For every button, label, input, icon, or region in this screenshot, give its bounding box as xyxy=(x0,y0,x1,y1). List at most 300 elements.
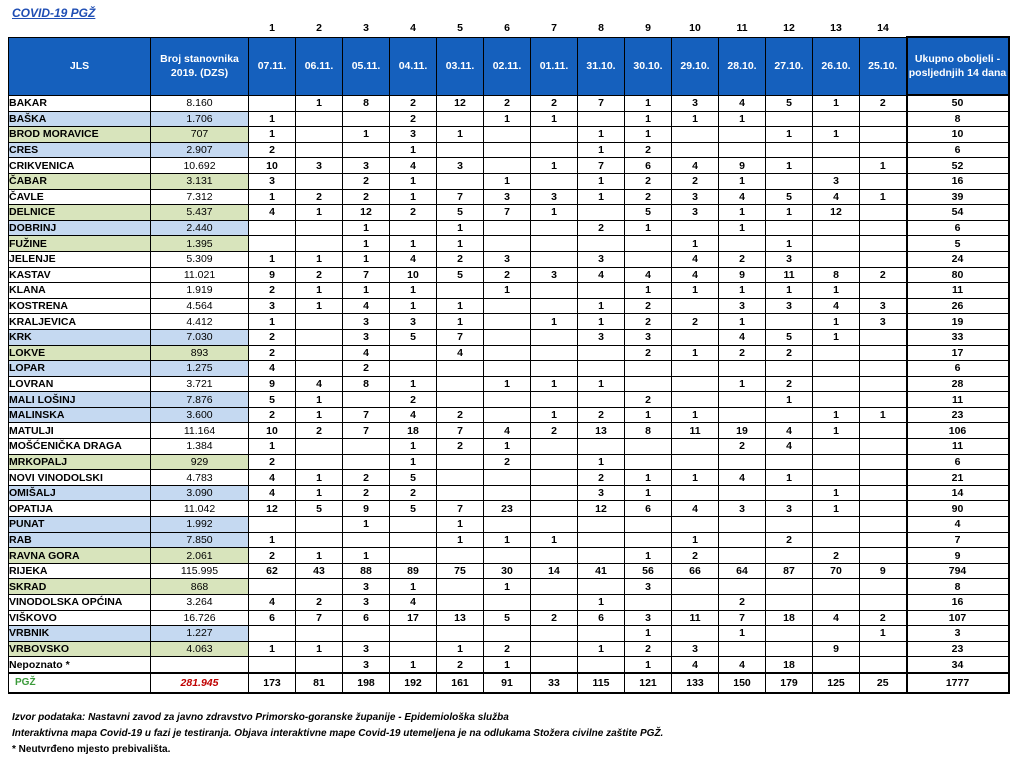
case-count-cell xyxy=(860,111,907,127)
case-count-cell xyxy=(296,173,343,189)
population-cell: 707 xyxy=(151,127,249,143)
case-count-cell xyxy=(484,470,531,486)
case-count-cell xyxy=(484,329,531,345)
case-count-cell: 3 xyxy=(343,595,390,611)
table-row xyxy=(9,626,1009,642)
case-count-cell xyxy=(531,361,578,377)
case-count-cell: 4 xyxy=(390,251,437,267)
case-count-cell: 4 xyxy=(249,361,296,377)
case-count-cell xyxy=(719,454,766,470)
case-count-cell: 3 xyxy=(531,267,578,283)
case-count-cell: 4 xyxy=(719,470,766,486)
municipality-name: MALI LOŠINJ xyxy=(9,392,151,408)
case-count-cell xyxy=(625,517,672,533)
case-count-cell xyxy=(531,579,578,595)
case-count-cell: 7 xyxy=(484,205,531,221)
case-count-cell: 7 xyxy=(343,267,390,283)
case-count-cell: 4 xyxy=(484,423,531,439)
case-count-cell: 1 xyxy=(296,205,343,221)
case-count-cell xyxy=(672,517,719,533)
municipality-name: Nepoznato * xyxy=(9,657,151,673)
case-count-cell: 2 xyxy=(484,267,531,283)
case-count-cell: 1 xyxy=(766,392,813,408)
case-count-cell: 3 xyxy=(343,579,390,595)
case-count-cell xyxy=(860,657,907,673)
case-count-cell xyxy=(437,626,484,642)
case-count-cell xyxy=(437,485,484,501)
case-count-cell: 5 xyxy=(296,501,343,517)
case-count-cell: 7 xyxy=(437,329,484,345)
table-row xyxy=(9,657,1009,673)
case-count-cell: 2 xyxy=(437,439,484,455)
case-count-cell: 11 xyxy=(672,423,719,439)
case-count-cell: 1 xyxy=(625,485,672,501)
table-row xyxy=(9,298,1009,314)
case-count-cell: 1 xyxy=(578,173,625,189)
case-count-cell: 1 xyxy=(296,95,343,111)
case-count-cell: 2 xyxy=(343,485,390,501)
case-count-cell: 1 xyxy=(578,641,625,657)
population-cell: 4.412 xyxy=(151,314,249,330)
case-count-cell xyxy=(531,283,578,299)
case-count-cell: 4 xyxy=(719,189,766,205)
population-cell: 4.063 xyxy=(151,641,249,657)
case-count-cell: 18 xyxy=(390,423,437,439)
case-count-cell: 2 xyxy=(296,189,343,205)
case-count-cell: 5 xyxy=(249,392,296,408)
municipality-name: KLANA xyxy=(9,283,151,299)
day-number: 12 xyxy=(783,22,795,35)
municipality-name: SKRAD xyxy=(9,579,151,595)
case-count-cell: 7 xyxy=(437,423,484,439)
table-row xyxy=(9,610,1009,626)
case-count-cell: 4 xyxy=(672,158,719,174)
case-count-cell xyxy=(860,173,907,189)
total-cell: 6 xyxy=(907,361,1009,377)
case-count-cell xyxy=(860,423,907,439)
case-count-cell xyxy=(719,361,766,377)
case-count-cell: 3 xyxy=(249,173,296,189)
population-cell: 10.692 xyxy=(151,158,249,174)
case-count-cell: 1 xyxy=(437,298,484,314)
daily-total-cell: 179 xyxy=(766,673,813,693)
case-count-cell: 1 xyxy=(766,470,813,486)
case-count-cell xyxy=(672,376,719,392)
case-count-cell: 18 xyxy=(766,610,813,626)
case-count-cell: 3 xyxy=(390,127,437,143)
case-count-cell: 5 xyxy=(390,329,437,345)
case-count-cell xyxy=(437,548,484,564)
total-cell: 11 xyxy=(907,283,1009,299)
case-count-cell xyxy=(860,470,907,486)
case-count-cell xyxy=(578,205,625,221)
case-count-cell: 2 xyxy=(766,376,813,392)
population-cell xyxy=(151,657,249,673)
header-date: 03.11. xyxy=(437,37,484,95)
case-count-cell: 4 xyxy=(390,407,437,423)
case-count-cell xyxy=(672,220,719,236)
population-total: 281.945 xyxy=(151,673,249,693)
case-count-cell xyxy=(766,548,813,564)
case-count-cell xyxy=(390,626,437,642)
municipality-name: MATULJI xyxy=(9,423,151,439)
total-cell: 8 xyxy=(907,579,1009,595)
case-count-cell xyxy=(813,392,860,408)
header-jls: JLS xyxy=(9,37,151,95)
case-count-cell: 1 xyxy=(672,236,719,252)
case-count-cell: 3 xyxy=(343,657,390,673)
population-cell: 1.275 xyxy=(151,361,249,377)
case-count-cell: 1 xyxy=(390,142,437,158)
population-cell: 3.264 xyxy=(151,595,249,611)
case-count-cell xyxy=(484,298,531,314)
case-count-cell xyxy=(813,532,860,548)
day-number-row xyxy=(9,20,1009,37)
case-count-cell: 4 xyxy=(672,501,719,517)
case-count-cell: 12 xyxy=(437,95,484,111)
header-date: 31.10. xyxy=(578,37,625,95)
case-count-cell: 3 xyxy=(625,610,672,626)
case-count-cell xyxy=(296,345,343,361)
case-count-cell: 4 xyxy=(249,485,296,501)
case-count-cell: 3 xyxy=(249,298,296,314)
case-count-cell xyxy=(296,236,343,252)
case-count-cell: 2 xyxy=(578,407,625,423)
case-count-cell: 2 xyxy=(249,345,296,361)
case-count-cell xyxy=(719,485,766,501)
total-cell: 33 xyxy=(907,329,1009,345)
case-count-cell: 2 xyxy=(390,205,437,221)
day-number: 11 xyxy=(736,22,748,35)
case-count-cell: 1 xyxy=(390,454,437,470)
case-count-cell xyxy=(672,626,719,642)
case-count-cell xyxy=(766,485,813,501)
case-count-cell xyxy=(531,345,578,361)
case-count-cell xyxy=(390,517,437,533)
case-count-cell xyxy=(531,236,578,252)
covid-table xyxy=(8,20,1010,694)
total-cell: 52 xyxy=(907,158,1009,174)
total-cell: 10 xyxy=(907,127,1009,143)
table-row xyxy=(9,283,1009,299)
case-count-cell: 11 xyxy=(766,267,813,283)
case-count-cell xyxy=(719,142,766,158)
table-row xyxy=(9,142,1009,158)
case-count-cell xyxy=(578,548,625,564)
case-count-cell: 3 xyxy=(484,189,531,205)
case-count-cell: 6 xyxy=(625,501,672,517)
case-count-cell: 2 xyxy=(625,345,672,361)
case-count-cell xyxy=(390,641,437,657)
case-count-cell: 2 xyxy=(390,392,437,408)
population-cell: 7.876 xyxy=(151,392,249,408)
case-count-cell xyxy=(343,626,390,642)
day-number: 14 xyxy=(877,22,889,35)
table-row xyxy=(9,95,1009,111)
page-title[interactable]: COVID-19 PGŽ xyxy=(12,6,96,20)
total-cell: 26 xyxy=(907,298,1009,314)
population-cell: 5.437 xyxy=(151,205,249,221)
daily-total-cell: 161 xyxy=(437,673,484,693)
case-count-cell: 1 xyxy=(578,127,625,143)
case-count-cell: 64 xyxy=(719,563,766,579)
day-number: 5 xyxy=(457,22,463,35)
case-count-cell: 7 xyxy=(437,189,484,205)
case-count-cell: 9 xyxy=(249,376,296,392)
municipality-name: VRBNIK xyxy=(9,626,151,642)
case-count-cell xyxy=(437,173,484,189)
case-count-cell: 4 xyxy=(390,158,437,174)
table-row xyxy=(9,485,1009,501)
daily-total-cell: 192 xyxy=(390,673,437,693)
case-count-cell: 4 xyxy=(249,470,296,486)
municipality-name: MRKOPALJ xyxy=(9,454,151,470)
table-row xyxy=(9,127,1009,143)
case-count-cell: 2 xyxy=(437,657,484,673)
case-count-cell: 8 xyxy=(343,95,390,111)
case-count-cell xyxy=(578,439,625,455)
case-count-cell: 89 xyxy=(390,563,437,579)
case-count-cell xyxy=(813,595,860,611)
case-count-cell: 1 xyxy=(625,127,672,143)
municipality-name: OMIŠALJ xyxy=(9,485,151,501)
daily-total-cell: 133 xyxy=(672,673,719,693)
case-count-cell: 2 xyxy=(249,329,296,345)
case-count-cell xyxy=(766,626,813,642)
case-count-cell: 7 xyxy=(578,158,625,174)
case-count-cell xyxy=(296,142,343,158)
case-count-cell: 1 xyxy=(296,392,343,408)
table-row xyxy=(9,220,1009,236)
case-count-cell xyxy=(813,439,860,455)
case-count-cell xyxy=(578,111,625,127)
case-count-cell: 1 xyxy=(484,579,531,595)
case-count-cell: 3 xyxy=(343,158,390,174)
case-count-cell: 1 xyxy=(672,283,719,299)
case-count-cell xyxy=(531,392,578,408)
case-count-cell: 6 xyxy=(578,610,625,626)
population-cell: 16.726 xyxy=(151,610,249,626)
case-count-cell: 1 xyxy=(813,485,860,501)
case-count-cell xyxy=(766,407,813,423)
header-date: 29.10. xyxy=(672,37,719,95)
header-date: 27.10. xyxy=(766,37,813,95)
case-count-cell: 1 xyxy=(766,283,813,299)
case-count-cell xyxy=(813,376,860,392)
case-count-cell: 1 xyxy=(625,220,672,236)
daily-total-cell: 173 xyxy=(249,673,296,693)
case-count-cell: 1 xyxy=(766,127,813,143)
case-count-cell: 3 xyxy=(672,205,719,221)
case-count-cell xyxy=(719,517,766,533)
case-count-cell: 1 xyxy=(296,485,343,501)
total-cell: 17 xyxy=(907,345,1009,361)
case-count-cell: 2 xyxy=(719,595,766,611)
case-count-cell: 1 xyxy=(531,532,578,548)
case-count-cell: 2 xyxy=(296,595,343,611)
table-row xyxy=(9,579,1009,595)
case-count-cell: 1 xyxy=(343,517,390,533)
case-count-cell: 2 xyxy=(672,314,719,330)
case-count-cell xyxy=(625,532,672,548)
case-count-cell: 4 xyxy=(719,657,766,673)
case-count-cell: 4 xyxy=(813,298,860,314)
municipality-name: KRK xyxy=(9,329,151,345)
case-count-cell: 30 xyxy=(484,563,531,579)
case-count-cell: 1 xyxy=(672,111,719,127)
case-count-cell xyxy=(813,236,860,252)
case-count-cell: 1 xyxy=(484,657,531,673)
case-count-cell: 12 xyxy=(249,501,296,517)
case-count-cell xyxy=(672,298,719,314)
case-count-cell xyxy=(860,501,907,517)
municipality-name: BROD MORAVICE xyxy=(9,127,151,143)
case-count-cell: 4 xyxy=(437,345,484,361)
case-count-cell xyxy=(484,548,531,564)
case-count-cell: 1 xyxy=(719,283,766,299)
municipality-name: ČABAR xyxy=(9,173,151,189)
case-count-cell xyxy=(672,361,719,377)
total-cell: 50 xyxy=(907,95,1009,111)
case-count-cell: 2 xyxy=(343,173,390,189)
case-count-cell: 4 xyxy=(813,189,860,205)
case-count-cell: 1 xyxy=(249,439,296,455)
case-count-cell xyxy=(249,95,296,111)
case-count-cell: 1 xyxy=(296,298,343,314)
case-count-cell: 3 xyxy=(343,329,390,345)
total-cell: 80 xyxy=(907,267,1009,283)
case-count-cell xyxy=(531,173,578,189)
case-count-cell: 13 xyxy=(578,423,625,439)
population-cell: 3.131 xyxy=(151,173,249,189)
case-count-cell: 87 xyxy=(766,563,813,579)
population-cell: 4.783 xyxy=(151,470,249,486)
case-count-cell: 2 xyxy=(296,423,343,439)
municipality-name: MALINSKA xyxy=(9,407,151,423)
case-count-cell xyxy=(484,361,531,377)
case-count-cell xyxy=(484,314,531,330)
case-count-cell xyxy=(578,361,625,377)
case-count-cell: 2 xyxy=(437,407,484,423)
header-date: 04.11. xyxy=(390,37,437,95)
case-count-cell xyxy=(249,517,296,533)
case-count-cell xyxy=(860,236,907,252)
population-cell: 7.850 xyxy=(151,532,249,548)
table-row xyxy=(9,205,1009,221)
case-count-cell xyxy=(343,454,390,470)
case-count-cell: 3 xyxy=(578,329,625,345)
municipality-name: KRALJEVICA xyxy=(9,314,151,330)
case-count-cell: 1 xyxy=(672,407,719,423)
case-count-cell: 1 xyxy=(249,127,296,143)
case-count-cell: 2 xyxy=(249,548,296,564)
case-count-cell: 1 xyxy=(578,314,625,330)
case-count-cell xyxy=(625,595,672,611)
case-count-cell xyxy=(390,345,437,361)
case-count-cell: 2 xyxy=(672,548,719,564)
case-count-cell xyxy=(531,220,578,236)
case-count-cell xyxy=(531,470,578,486)
case-count-cell xyxy=(860,595,907,611)
case-count-cell: 3 xyxy=(578,251,625,267)
case-count-cell: 5 xyxy=(437,205,484,221)
case-count-cell xyxy=(578,345,625,361)
case-count-cell: 1 xyxy=(249,189,296,205)
daily-total-cell: 91 xyxy=(484,673,531,693)
case-count-cell xyxy=(249,579,296,595)
total-cell: 11 xyxy=(907,392,1009,408)
case-count-cell xyxy=(672,579,719,595)
daily-total-cell: 81 xyxy=(296,673,343,693)
case-count-cell: 1 xyxy=(390,236,437,252)
case-count-cell: 6 xyxy=(249,610,296,626)
municipality-name: ČAVLE xyxy=(9,189,151,205)
case-count-cell: 4 xyxy=(249,205,296,221)
case-count-cell xyxy=(437,142,484,158)
table-row xyxy=(9,251,1009,267)
case-count-cell xyxy=(531,657,578,673)
case-count-cell: 56 xyxy=(625,563,672,579)
case-count-cell: 2 xyxy=(719,251,766,267)
total-cell: 7 xyxy=(907,532,1009,548)
case-count-cell: 5 xyxy=(766,329,813,345)
case-count-cell xyxy=(296,532,343,548)
daily-total-cell: 198 xyxy=(343,673,390,693)
case-count-cell: 10 xyxy=(249,423,296,439)
case-count-cell: 3 xyxy=(672,95,719,111)
case-count-cell: 1 xyxy=(437,517,484,533)
case-count-cell: 1 xyxy=(719,626,766,642)
case-count-cell: 2 xyxy=(625,392,672,408)
case-count-cell: 1 xyxy=(531,111,578,127)
case-count-cell xyxy=(531,454,578,470)
case-count-cell xyxy=(249,220,296,236)
case-count-cell: 9 xyxy=(249,267,296,283)
population-cell: 1.992 xyxy=(151,517,249,533)
case-count-cell xyxy=(578,657,625,673)
case-count-cell xyxy=(860,205,907,221)
case-count-cell: 1 xyxy=(390,439,437,455)
table-row xyxy=(9,345,1009,361)
case-count-cell: 1 xyxy=(343,548,390,564)
total-cell: 16 xyxy=(907,173,1009,189)
total-cell: 4 xyxy=(907,517,1009,533)
case-count-cell xyxy=(766,641,813,657)
case-count-cell: 1 xyxy=(813,501,860,517)
case-count-cell: 75 xyxy=(437,563,484,579)
case-count-cell: 88 xyxy=(343,563,390,579)
case-count-cell: 1 xyxy=(625,626,672,642)
case-count-cell: 2 xyxy=(860,610,907,626)
table-row xyxy=(9,517,1009,533)
total-cell: 107 xyxy=(907,610,1009,626)
case-count-cell xyxy=(672,127,719,143)
case-count-cell xyxy=(860,361,907,377)
header-date: 02.11. xyxy=(484,37,531,95)
case-count-cell xyxy=(813,579,860,595)
case-count-cell xyxy=(531,298,578,314)
municipality-name: RIJEKA xyxy=(9,563,151,579)
case-count-cell: 6 xyxy=(343,610,390,626)
case-count-cell: 4 xyxy=(249,595,296,611)
case-count-cell xyxy=(531,127,578,143)
case-count-cell xyxy=(719,236,766,252)
municipality-name: CRES xyxy=(9,142,151,158)
pgz-logo: PGŽ xyxy=(9,673,151,693)
case-count-cell xyxy=(578,579,625,595)
case-count-cell: 2 xyxy=(766,532,813,548)
header-date: 25.10. xyxy=(860,37,907,95)
